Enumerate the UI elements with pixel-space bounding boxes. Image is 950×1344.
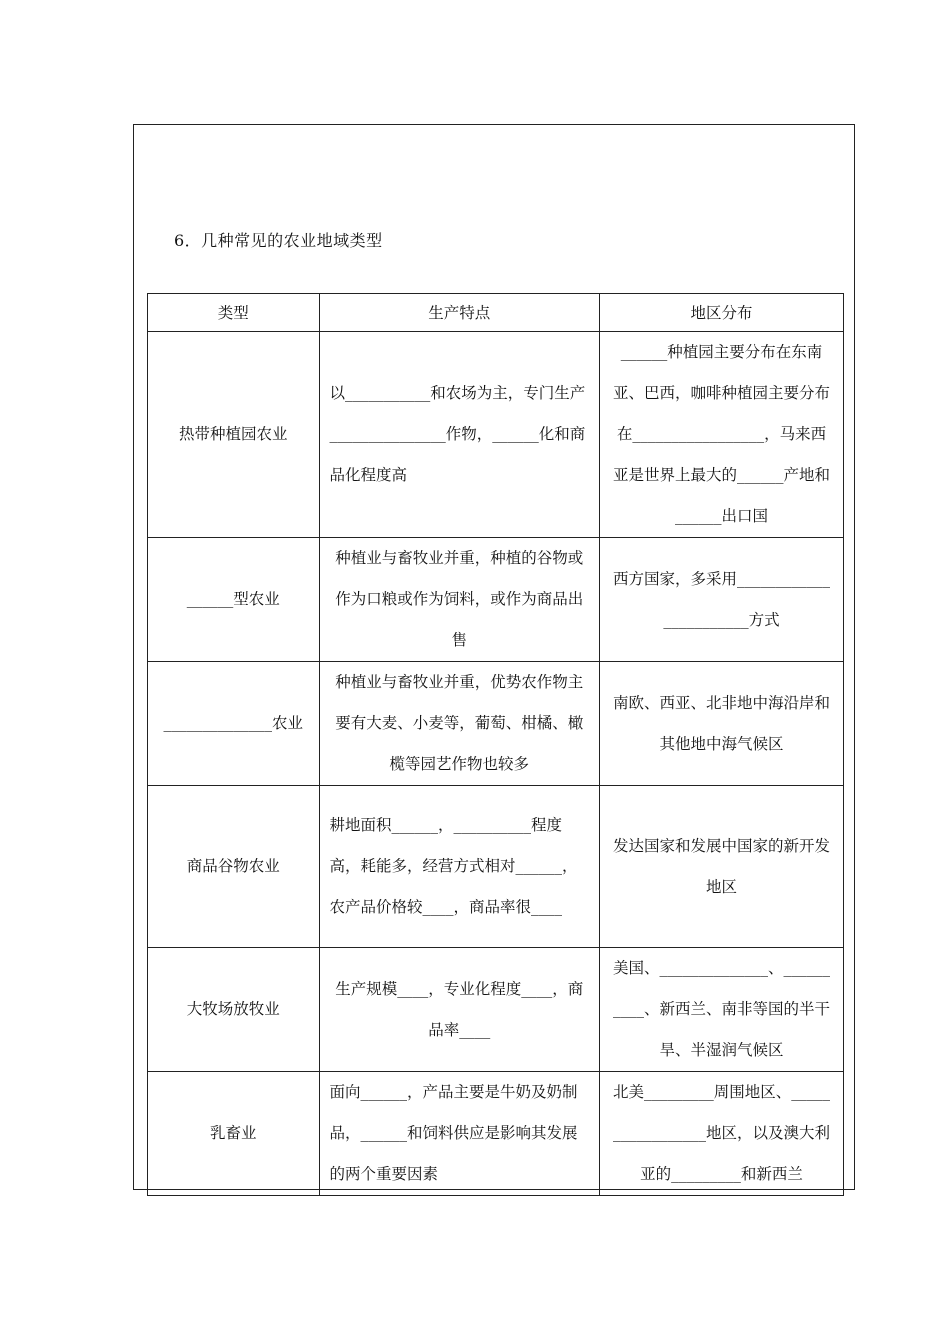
cell-distribution: 发达国家和发展中国家的新开发地区 [599,786,843,948]
cell-type: 乳畜业 [148,1072,320,1196]
cell-type: 热带种植园农业 [148,332,320,538]
table-row [148,538,844,662]
table-row [148,662,844,786]
section-heading: 6．几种常见的农业地域类型 [174,231,383,250]
agriculture-types-table [147,293,844,1196]
cell-distribution: 北美_________周围地区、_________________地区，以及澳大利亚的_________和新西兰 [599,1072,843,1196]
cell-features: 种植业与畜牧业并重，优势农作物主要有大麦、小麦等，葡萄、柑橘、橄榄等园艺作物也较多 [319,662,599,786]
header-distribution: 地区分布 [599,294,843,332]
header-features: 生产特点 [319,294,599,332]
cell-features: 种植业与畜牧业并重，种植的谷物或作为口粮或作为饲料，或作为商品出售 [319,538,599,662]
cell-features: 耕地面积______，__________程度高，耗能多，经营方式相对______，农产品价格较____，商品率很____ [319,786,599,948]
cell-distribution: 南欧、西亚、北非地中海沿岸和其他地中海气候区 [599,662,843,786]
cell-features: 面向______，产品主要是牛奶及奶制品，______和饲料供应是影响其发展的两个重要因素 [319,1072,599,1196]
table-row [148,332,844,538]
cell-type: 大牧场放牧业 [148,948,320,1072]
cell-distribution: 美国、______________、__________、新西兰、南非等国的半干旱、半湿润气候区 [599,948,843,1072]
table-row [148,948,844,1072]
cell-distribution: 西方国家，多采用_______________________方式 [599,538,843,662]
table-row [148,1072,844,1196]
table-header-row [148,294,844,332]
cell-type: ______________农业 [148,662,320,786]
cell-features: 以___________和农场为主，专门生产_______________作物，______化和商品化程度高 [319,332,599,538]
cell-type: ______型农业 [148,538,320,662]
cell-features: 生产规模____，专业化程度____，商品率____ [319,948,599,1072]
cell-distribution: ______种植园主要分布在东南亚、巴西，咖啡种植园主要分布在_________________，马来西亚是世界上最大的______产地和______出口国 [599,332,843,538]
header-type: 类型 [148,294,320,332]
cell-type: 商品谷物农业 [148,786,320,948]
table-row [148,786,844,948]
